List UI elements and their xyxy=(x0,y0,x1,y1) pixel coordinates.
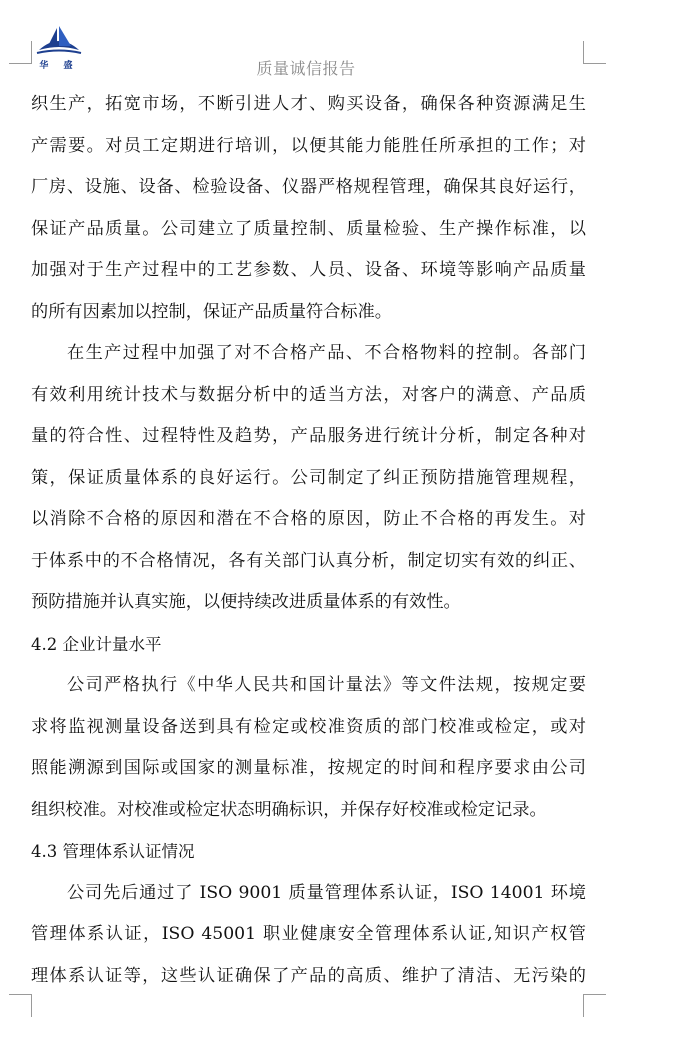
text-line: 管理体系认证，ISO 45001 职业健康安全管理体系认证,知识产权管 xyxy=(31,924,586,944)
logo-text: 华 盛 xyxy=(39,61,79,71)
text-line: 预防措施并认真实施，以便持续改进质量体系的有效性。 xyxy=(31,592,461,612)
text-line: 公司严格执行《中华人民共和国计量法》等文件法规，按规定要 xyxy=(67,675,586,695)
text-line: 照能溯源到国际或国家的测量标准，按规定的时间和程序要求由公司 xyxy=(31,758,586,778)
document-body xyxy=(31,84,586,997)
crop-mark-top-right xyxy=(583,41,606,64)
text-line: 加强对于生产过程中的工艺参数、人员、设备、环境等影响产品质量 xyxy=(31,260,586,280)
text-line: 理体系认证等，这些认证确保了产品的高质、维护了清洁、无污染的 xyxy=(31,965,586,986)
crop-mark-bottom-right xyxy=(583,994,606,1017)
text-line: 求将监视测量设备送到具有检定或校准资质的部门校准或检定，或对 xyxy=(31,716,586,737)
text-line: 保证产品质量。公司建立了质量控制、质量检验、生产操作标准，以 xyxy=(31,218,586,239)
section-heading: 4.2 企业计量水平 xyxy=(31,634,162,654)
text-line: 织生产，拓宽市场，不断引进人才、购买设备，确保各种资源满足生 xyxy=(31,94,586,114)
text-line: 有效利用统计技术与数据分析中的适当方法，对客户的满意、产品质 xyxy=(31,384,586,405)
page-header-title: 质量诚信报告 xyxy=(256,59,356,78)
text-line: 产需要。对员工定期进行培训，以便其能力能胜任所承担的工作；对 xyxy=(31,135,586,156)
text-line: 于体系中的不合格情况，各有关部门认真分析，制定切实有效的纠正、 xyxy=(31,550,586,571)
text-line: 量的符合性、过程特性及趋势，产品服务进行统计分析，制定各种对 xyxy=(31,426,586,446)
text-line: 在生产过程中加强了对不合格产品、不合格物料的控制。各部门 xyxy=(67,343,586,363)
text-line: 以消除不合格的原因和潜在不合格的原因，防止不合格的再发生。对 xyxy=(31,509,586,529)
sailboat-logo-icon xyxy=(33,24,85,58)
text-line: 的所有因素加以控制，保证产品质量符合标准。 xyxy=(31,301,392,322)
text-line: 公司先后通过了 ISO 9001 质量管理体系认证，ISO 14001 环境 xyxy=(67,882,586,903)
section-heading: 4.3 管理体系认证情况 xyxy=(31,842,195,861)
text-line: 组织校准。对校准或检定状态明确标识，并保存好校准或检定记录。 xyxy=(31,799,547,820)
text-line: 策，保证质量体系的良好运行。公司制定了纠正预防措施管理规程， xyxy=(31,467,586,488)
crop-mark-top-left xyxy=(9,41,32,64)
crop-mark-bottom-left xyxy=(9,994,32,1017)
text-line: 厂房、设施、设备、检验设备、仪器严格规程管理，确保其良好运行， xyxy=(31,177,586,197)
